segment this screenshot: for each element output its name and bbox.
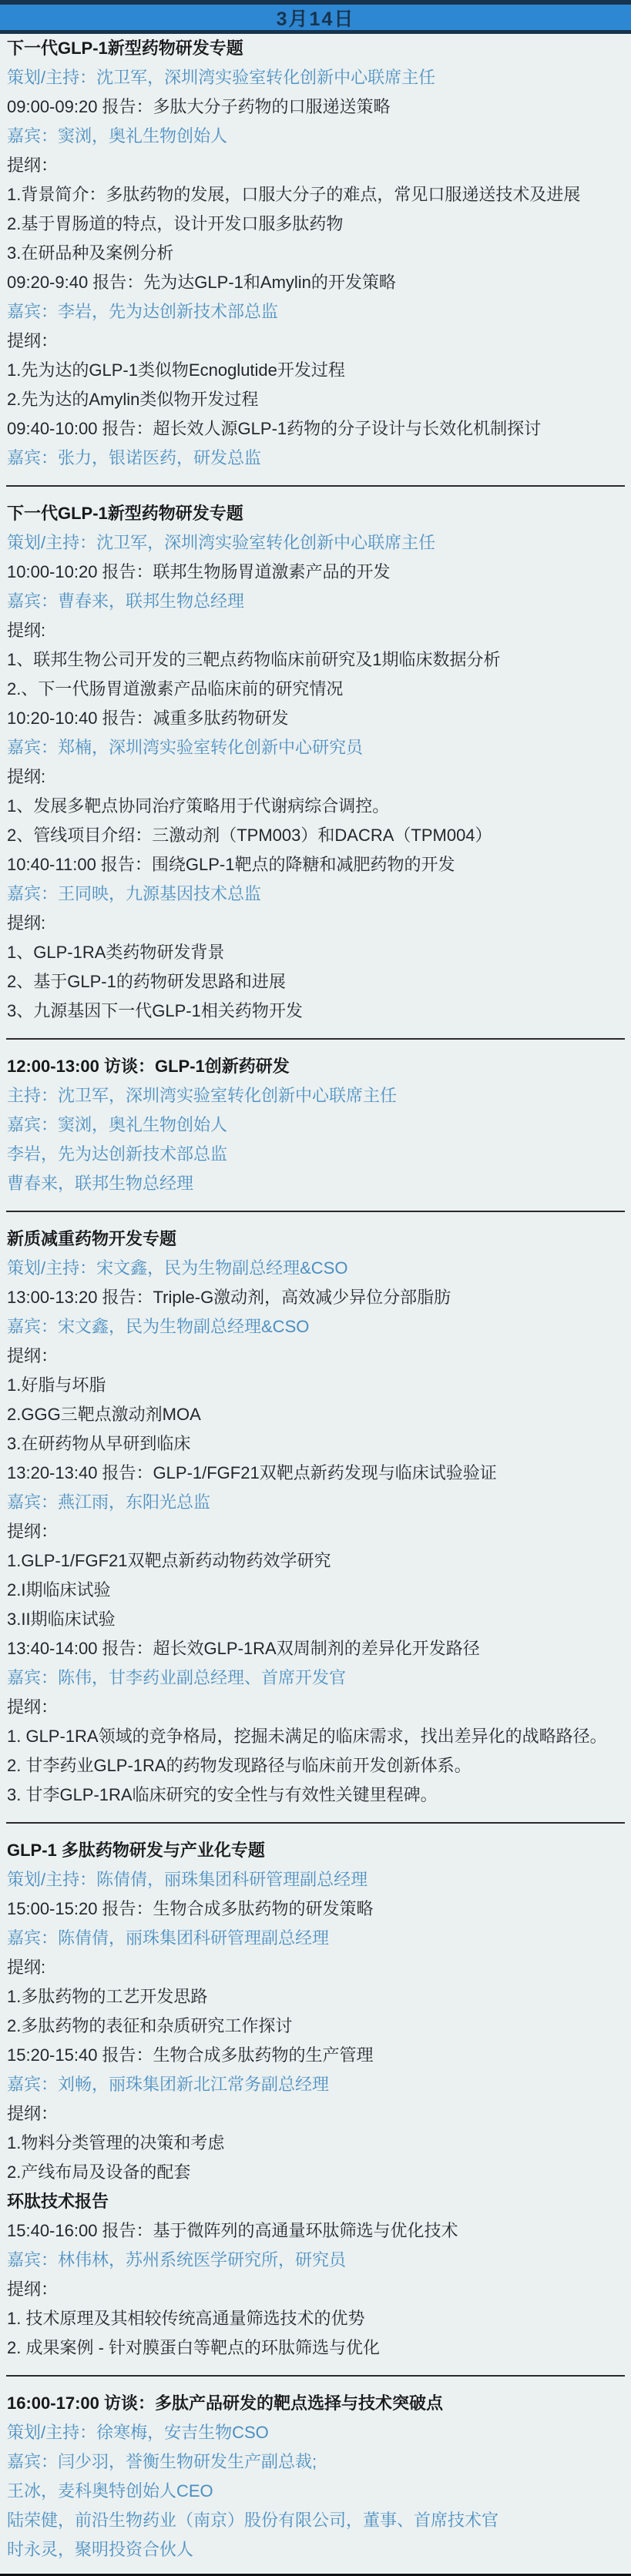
outline-item: 1.物料分类管理的决策和考虑 [7, 2133, 225, 2152]
outline-item: 3.在研药物从早研到临床 [7, 1434, 191, 1453]
outline-item: 2、基于GLP-1的药物研发思路和进展 [7, 972, 286, 991]
outline-label: 提纲： [7, 2280, 59, 2299]
section-divider [0, 1026, 631, 1052]
divider-line [6, 485, 625, 487]
outline-label: 提纲： [7, 1697, 59, 1717]
outline-item: 1、联邦生物公司开发的三靶点药物临床前研究及1期临床数据分析 [7, 650, 501, 669]
outline-label: 提纲: [7, 621, 46, 640]
session-title: 新质减重药物开发专题 [7, 1229, 177, 1248]
guest-line: 嘉宾：窦浏，奥礼生物创始人 [7, 1115, 228, 1134]
guest-line: 嘉宾：林伟林，苏州系统医学研究所，研究员 [7, 2250, 347, 2269]
host-line: 主持：沈卫军，深圳湾实验室转化创新中心联席主任 [7, 1086, 398, 1105]
guest-line: 嘉宾：陈伟，甘李药业副总经理、首席开发官 [7, 1668, 347, 1687]
outline-item: 2.I期临床试验 [7, 1580, 111, 1600]
outline-item: 2.多肽药物的表征和杂质研究工作探讨 [7, 2016, 293, 2035]
outline-item: 1.GLP-1/FGF21双靶点新药动物药效学研究 [7, 1551, 331, 1570]
session-title: 下一代GLP-1新型药物研发专题 [7, 39, 243, 58]
outline-label: 提纲: [7, 913, 46, 933]
outline-item: 3、九源基因下一代GLP-1相关药物开发 [7, 1001, 303, 1020]
outline-label: 提纲： [7, 1522, 59, 1541]
guest-line: 王冰，麦科奥特创始人CEO [7, 2481, 213, 2501]
session-title: 16:00-17:00 访谈：多肽产品研发的靶点选择与技术突破点 [7, 2393, 443, 2413]
guest-line: 嘉宾：燕江雨，东阳光总监 [7, 1492, 211, 1512]
outline-item: 2. 成果案例 - 针对膜蛋白等靶点的环肽筛选与优化 [7, 2338, 381, 2357]
session-title: 12:00-13:00 访谈：GLP-1创新药研发 [7, 1057, 290, 1076]
outline-item: 2.基于胃肠道的特点，设计开发口服多肽药物 [7, 214, 344, 233]
outline-item: 3. 甘李GLP-1RA临床研究的安全性与有效性关键里程碑。 [7, 1785, 438, 1804]
outline-label: 提纲: [7, 1958, 46, 1977]
divider-line [6, 2375, 625, 2377]
agenda-time-line: 13:20-13:40 报告：GLP-1/FGF21双靶点新药发现与临床试验验证 [7, 1463, 497, 1482]
day-title: 3月14日 [276, 8, 355, 30]
day-header [0, 0, 631, 34]
guest-line: 嘉宾：刘畅，丽珠集团新北江常务副总经理 [7, 2075, 330, 2094]
session-title: 下一代GLP-1新型药物研发专题 [7, 504, 243, 523]
outline-label: 提纲: [7, 767, 46, 786]
outline-item: 1. GLP-1RA领域的竞争格局，挖掘未满足的临床需求，找出差异化的战略路径。 [7, 1727, 607, 1746]
section-divider [0, 473, 631, 499]
agenda-time-line: 09:20-9:40 报告：先为达GLP-1和Amylin的开发策略 [7, 273, 396, 292]
outline-label: 提纲： [7, 1346, 59, 1365]
host-line: 策划/主持：宋文鑫，民为生物副总经理&CSO [7, 1258, 348, 1278]
guest-line: 李岩，先为达创新技术部总监 [7, 1144, 228, 1164]
guest-line: 嘉宾：宋文鑫，民为生物副总经理&CSO [7, 1317, 310, 1336]
agenda-time-line: 10:20-10:40 报告：减重多肽药物研发 [7, 708, 289, 728]
guest-line: 嘉宾：窦浏，奥礼生物创始人 [7, 126, 228, 146]
guest-line: 曹春来，联邦生物总经理 [7, 1174, 194, 1193]
outline-item: 1、GLP-1RA类药物研发背景 [7, 943, 225, 962]
host-line: 策划/主持：沈卫军，深圳湾实验室转化创新中心联席主任 [7, 533, 436, 552]
host-line: 策划/主持：陈倩倩，丽珠集团科研管理副总经理 [7, 1870, 368, 1889]
section-divider [0, 2363, 631, 2389]
agenda-time-line: 13:40-14:00 报告：超长效GLP-1RA双周制剂的差异化开发路径 [7, 1639, 480, 1658]
outline-item: 2、管线项目介绍：三激动剂（TPM003）和DACRA（TPM004） [7, 826, 492, 845]
section-divider [0, 1198, 631, 1224]
guest-line: 嘉宾：张力，银诺医药，研发总监 [7, 448, 262, 467]
guest-line: 嘉宾：王同映，九源基因技术总监 [7, 884, 262, 903]
outline-item: 1.先为达的GLP-1类似物Ecnoglutide开发过程 [7, 360, 345, 380]
agenda-rows [0, 34, 631, 2564]
outline-item: 1. 技术原理及其相较传统高通量筛选技术的优势 [7, 2309, 365, 2328]
guest-line: 嘉宾：陈倩倩，丽珠集团科研管理副总经理 [7, 1928, 330, 1948]
agenda-time-line: 13:00-13:20 报告：Triple-G激动剂，高效减少异位分部脂肪 [7, 1288, 451, 1307]
guest-line: 嘉宾：闫少羽，誉衡生物研发生产副总裁; [7, 2452, 317, 2471]
outline-item: 1.多肽药物的工艺开发思路 [7, 1987, 208, 2006]
outline-item: 2.先为达的Amylin类似物开发过程 [7, 390, 259, 409]
outline-item: 2. 甘李药业GLP-1RA的药物发现路径与临床前开发创新体系。 [7, 1756, 472, 1775]
agenda-time-line: 10:40-11:00 报告：围绕GLP-1靶点的降糖和减肥药物的开发 [7, 855, 455, 874]
guest-line: 嘉宾：李岩，先为达创新技术部总监 [7, 302, 279, 321]
outline-label: 提纲： [7, 2104, 59, 2123]
agenda-time-line: 15:20-15:40 报告：生物合成多肽药物的生产管理 [7, 2045, 374, 2065]
outline-item: 3.II期临床试验 [7, 1610, 116, 1629]
divider-line [6, 1822, 625, 1824]
outline-item: 1、发展多靶点协同治疗策略用于代谢病综合调控。 [7, 796, 390, 816]
agenda-time-line: 09:00-09:20 报告：多肽大分子药物的口服递送策略 [7, 97, 391, 116]
host-line: 策划/主持：沈卫军，深圳湾实验室转化创新中心联席主任 [7, 68, 436, 87]
outline-label: 提纲： [7, 331, 59, 350]
guest-line: 嘉宾：曹春来，联邦生物总经理 [7, 591, 245, 611]
outline-item: 1.好脂与坏脂 [7, 1375, 106, 1395]
outline-item: 3.在研品种及案例分析 [7, 243, 174, 263]
outline-item: 1.背景简介：多肽药物的发展，口服大分子的难点，常见口服递送技术及进展 [7, 185, 581, 204]
session-title: GLP-1 多肽药物研发与产业化专题 [7, 1841, 265, 1860]
outline-label: 提纲： [7, 156, 59, 175]
guest-line: 陆荣健，前沿生物药业（南京）股份有限公司，董事、首席技术官 [7, 2511, 499, 2530]
section-divider [0, 1810, 631, 1836]
agenda-time-line: 09:40-10:00 报告：超长效人源GLP-1药物的分子设计与长效化机制探讨 [7, 419, 542, 438]
divider-line [6, 1038, 625, 1040]
agenda-time-line: 15:40-16:00 报告：基于微阵列的高通量环肽筛选与优化技术 [7, 2221, 458, 2240]
outline-item: 2.、下一代肠胃道激素产品临床前的研究情况 [7, 679, 344, 698]
guest-line: 时永灵，聚明投资合伙人 [7, 2540, 194, 2559]
guest-line: 嘉宾：郑楠，深圳湾实验室转化创新中心研究员 [7, 738, 364, 757]
host-line: 策划/主持：徐寒梅，安吉生物CSO [7, 2423, 269, 2442]
divider-line [6, 1211, 625, 1212]
agenda-time-line: 10:00-10:20 报告：联邦生物肠胃道激素产品的开发 [7, 562, 391, 581]
outline-item: 2.GGG三靶点激动剂MOA [7, 1405, 201, 1424]
session-title: 环肽技术报告 [7, 2192, 109, 2211]
outline-item: 2.产线布局及设备的配套 [7, 2162, 191, 2182]
agenda-time-line: 15:00-15:20 报告：生物合成多肽药物的研发策略 [7, 1899, 374, 1918]
